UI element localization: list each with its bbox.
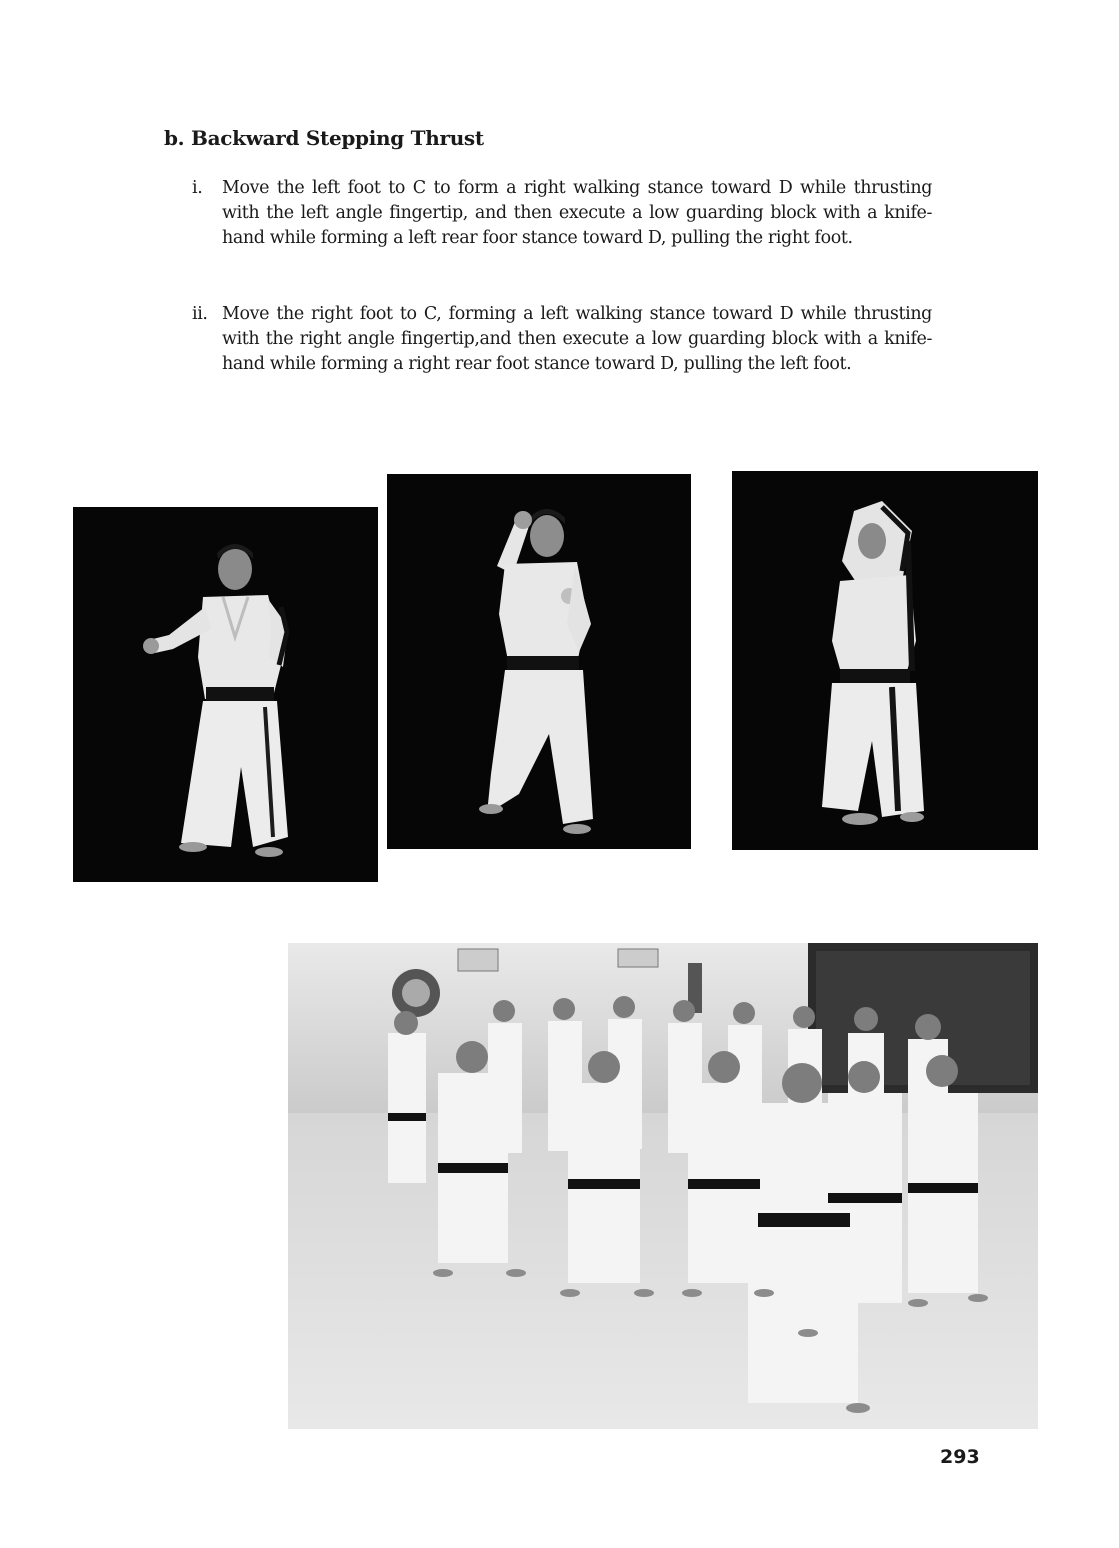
step-item [192,302,932,377]
step-number: i. [192,178,203,198]
photo-rear-foot-stance [732,471,1038,850]
figure-illustration [73,507,378,882]
section-heading: b. Backward Stepping Thrust [164,126,484,150]
step-text: Move the right foot to C, forming a left walking stance toward D while thrusting with the right angle fingertip,and then execute a low guarding block with a knife-hand while forming a right rear foot stance toward D, pulling the left foot. [222,304,932,374]
group-illustration [288,943,1038,1429]
step-number: ii. [192,304,208,324]
figure-illustration [387,474,691,849]
page-number: 293 [940,1446,980,1468]
figure-illustration [732,471,1038,850]
step-item [192,176,932,251]
step-text: Move the left foot to C to form a right walking stance toward D while thrusting with the left angle fingertip, and then execute a low guarding block with a knife-hand while forming a left rear foor stance toward D, pulling the right foot. [222,178,932,248]
photo-knife-hand-block [73,507,378,882]
photo-walking-stance-thrust [387,474,691,849]
photo-group-class [288,943,1038,1429]
